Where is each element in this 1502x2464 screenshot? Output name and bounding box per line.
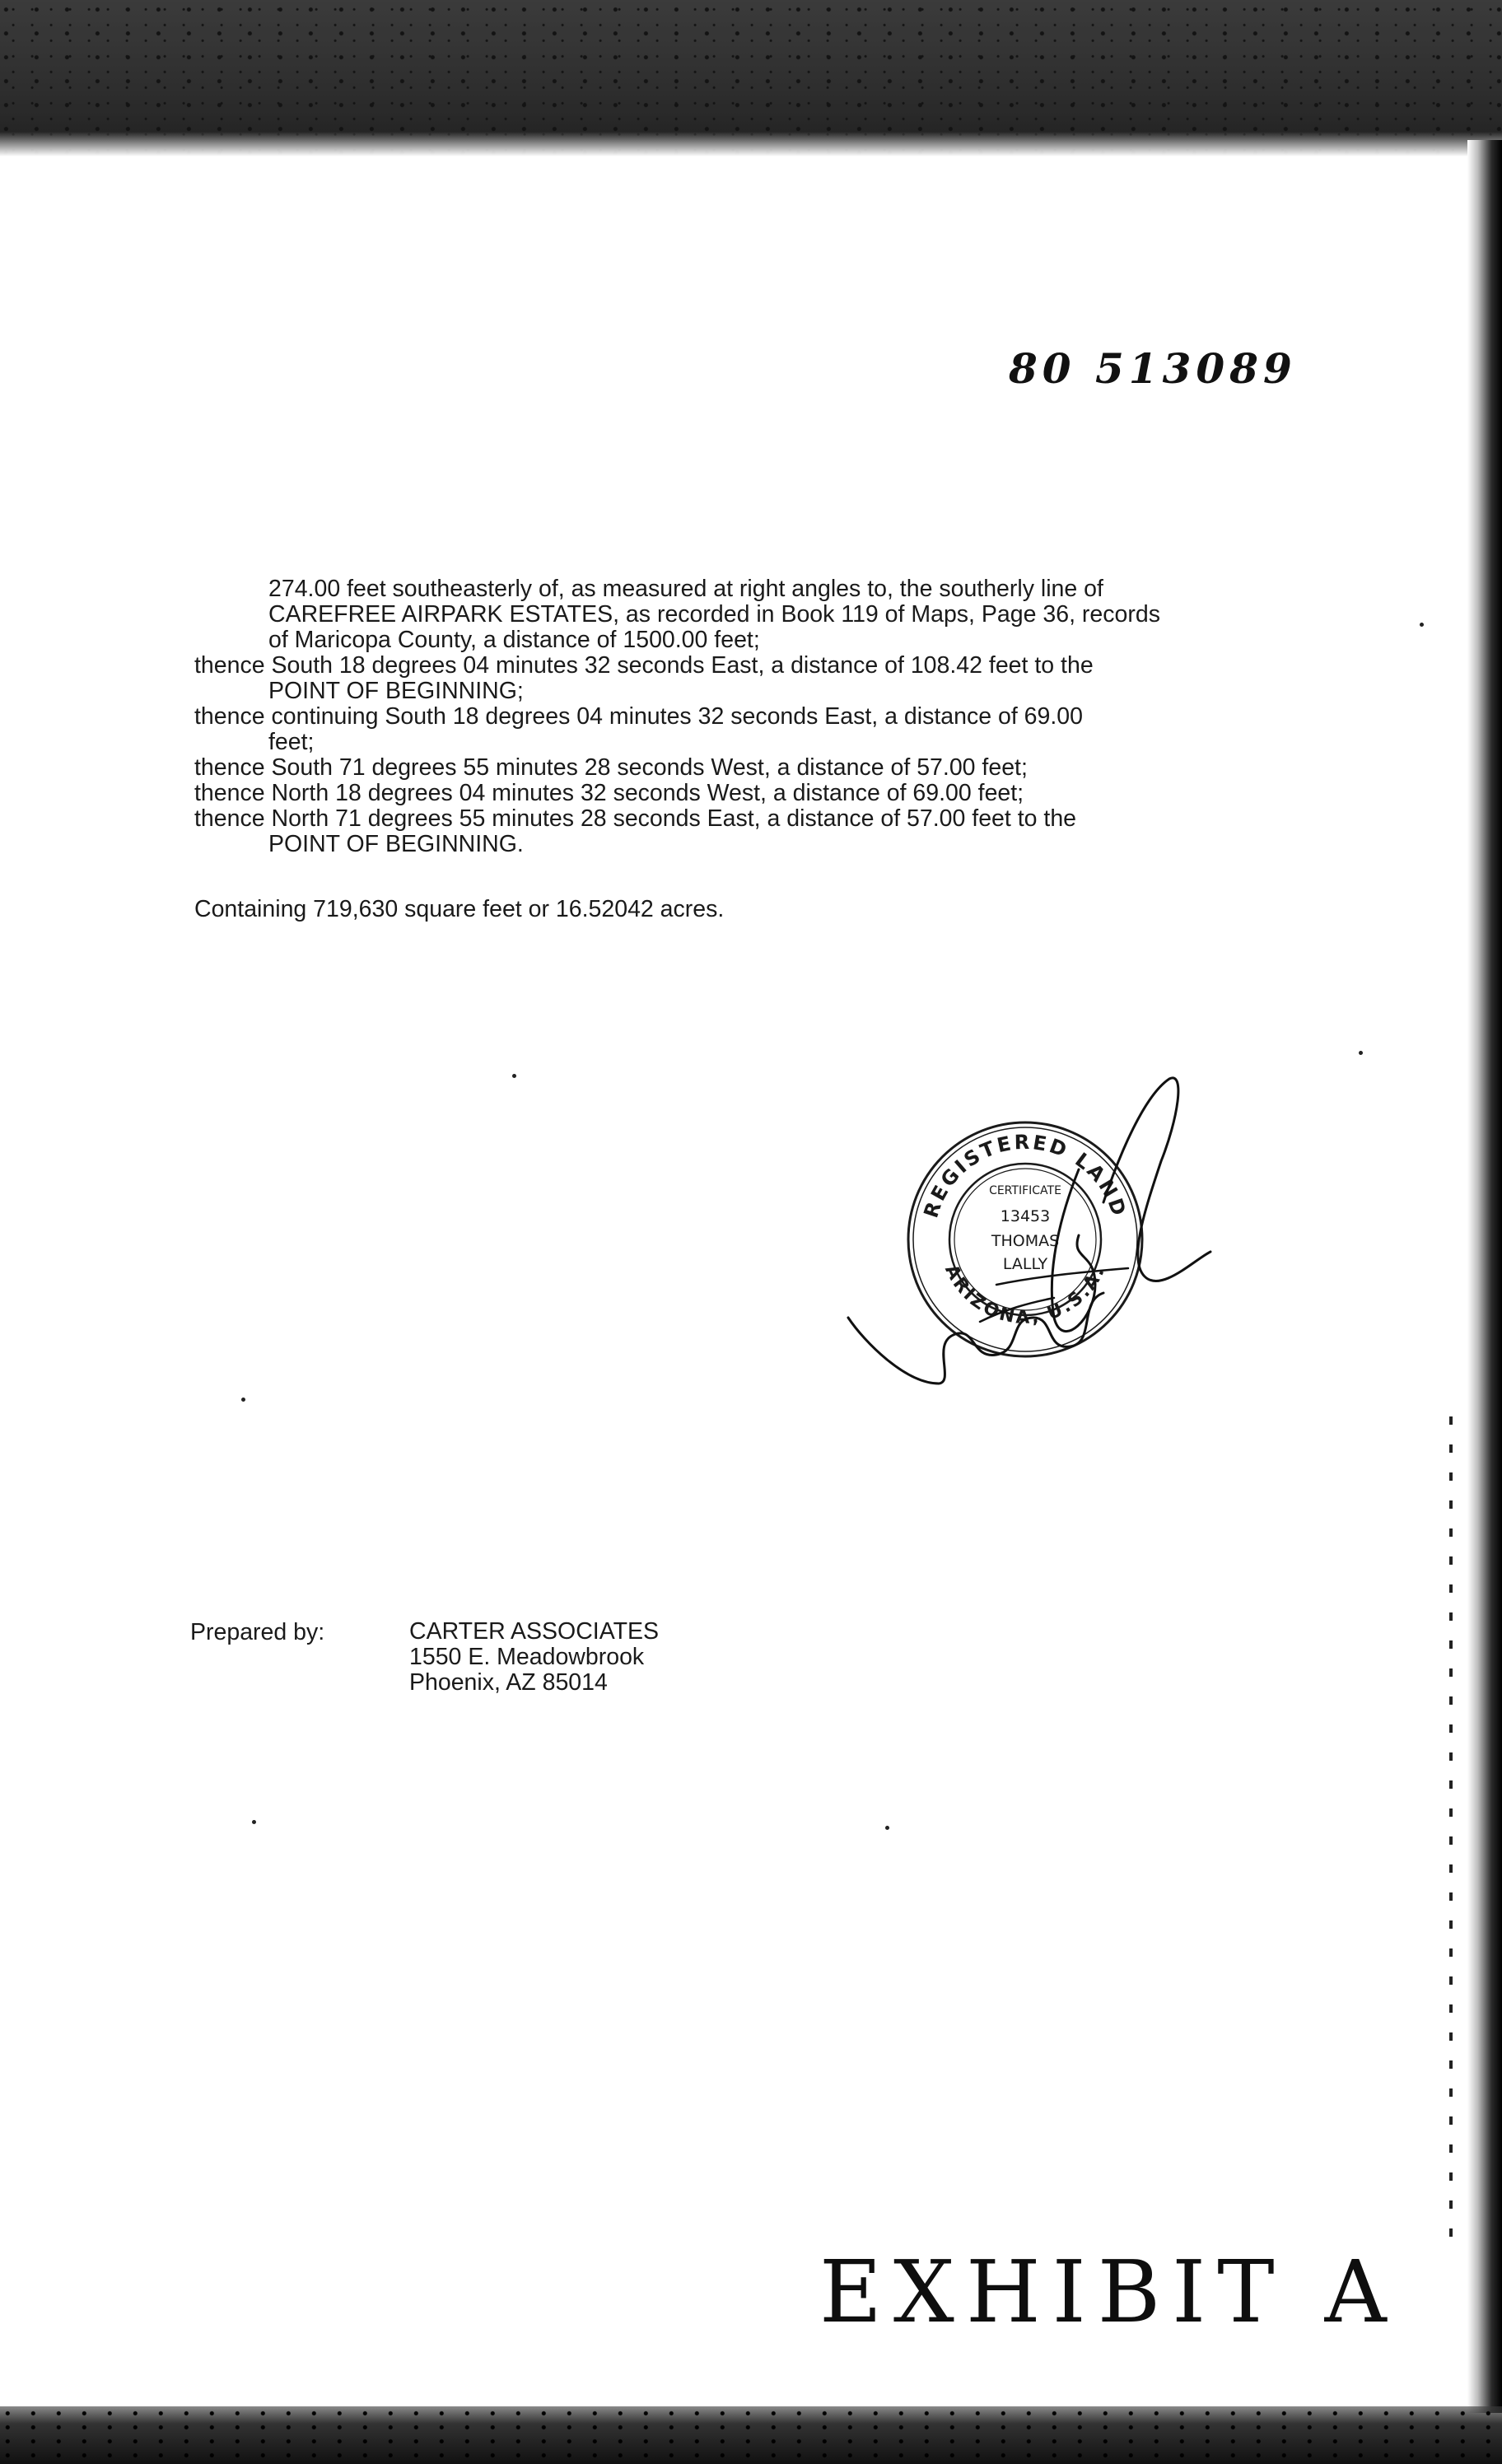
legal-line: CAREFREE AIRPARK ESTATES, as recorded in Book 119 of Maps, Page 36, records bbox=[268, 602, 1160, 628]
legal-line: POINT OF BEGINNING; bbox=[268, 679, 524, 704]
legal-line: thence North 71 degrees 55 minutes 28 seconds East, a distance of 57.00 feet to the bbox=[194, 806, 1077, 832]
legal-line: feet; bbox=[268, 730, 315, 755]
document-number: 80 513089 bbox=[1009, 344, 1297, 393]
preparer-street: 1550 E. Meadowbrook bbox=[409, 1644, 645, 1670]
exhibit-label: EXHIBIT A bbox=[819, 2242, 1398, 2342]
seal-ring-top: REGISTERED LAND bbox=[919, 1130, 1131, 1221]
preparer-address bbox=[409, 1619, 659, 1696]
scan-speck bbox=[241, 1398, 245, 1402]
scan-speck bbox=[1420, 623, 1424, 627]
legal-line: thence South 71 degrees 55 minutes 28 seconds West, a distance of 57.00 feet; bbox=[194, 755, 1028, 781]
legal-line: of Maricopa County, a distance of 1500.00 feet; bbox=[268, 628, 760, 653]
scan-speck bbox=[1359, 1051, 1363, 1055]
scan-noise-bottom bbox=[0, 2406, 1502, 2464]
seal-ring-bottom: ARIZONA, U.S.A. bbox=[940, 1261, 1110, 1328]
preparer-city: Phoenix, AZ 85014 bbox=[409, 1669, 608, 1696]
scan-dash-right bbox=[1449, 1416, 1453, 2240]
scan-speck bbox=[885, 1826, 889, 1830]
scan-speck bbox=[252, 1820, 256, 1824]
legal-description bbox=[194, 576, 1265, 857]
legal-line: POINT OF BEGINNING. bbox=[268, 832, 524, 857]
prepared-by-label: Prepared by: bbox=[190, 1619, 325, 1645]
seal-name-first: THOMAS bbox=[991, 1232, 1060, 1250]
legal-line: thence North 18 degrees 04 minutes 32 seconds West, a distance of 69.00 feet; bbox=[194, 781, 1024, 806]
seal-sub: CERTIFICATE bbox=[989, 1184, 1061, 1197]
scan-edge-right bbox=[1467, 140, 1502, 2413]
handwritten-signature-icon bbox=[832, 1071, 1219, 1400]
legal-line: thence continuing South 18 degrees 04 minutes 32 seconds East, a distance of 69.00 bbox=[194, 704, 1083, 730]
seal-name-last: LALLY bbox=[1002, 1255, 1048, 1273]
area-statement: Containing 719,630 square feet or 16.52042 acres. bbox=[194, 896, 725, 922]
scan-speck bbox=[512, 1074, 516, 1078]
legal-line: thence South 18 degrees 04 minutes 32 seconds East, a distance of 108.42 feet to the bbox=[194, 653, 1094, 679]
scan-noise-top bbox=[0, 0, 1502, 156]
legal-line: 274.00 feet southeasterly of, as measured at right angles to, the southerly line of bbox=[268, 576, 1103, 602]
seal-number: 13453 bbox=[1000, 1207, 1051, 1225]
preparer-company: CARTER ASSOCIATES bbox=[409, 1618, 660, 1645]
